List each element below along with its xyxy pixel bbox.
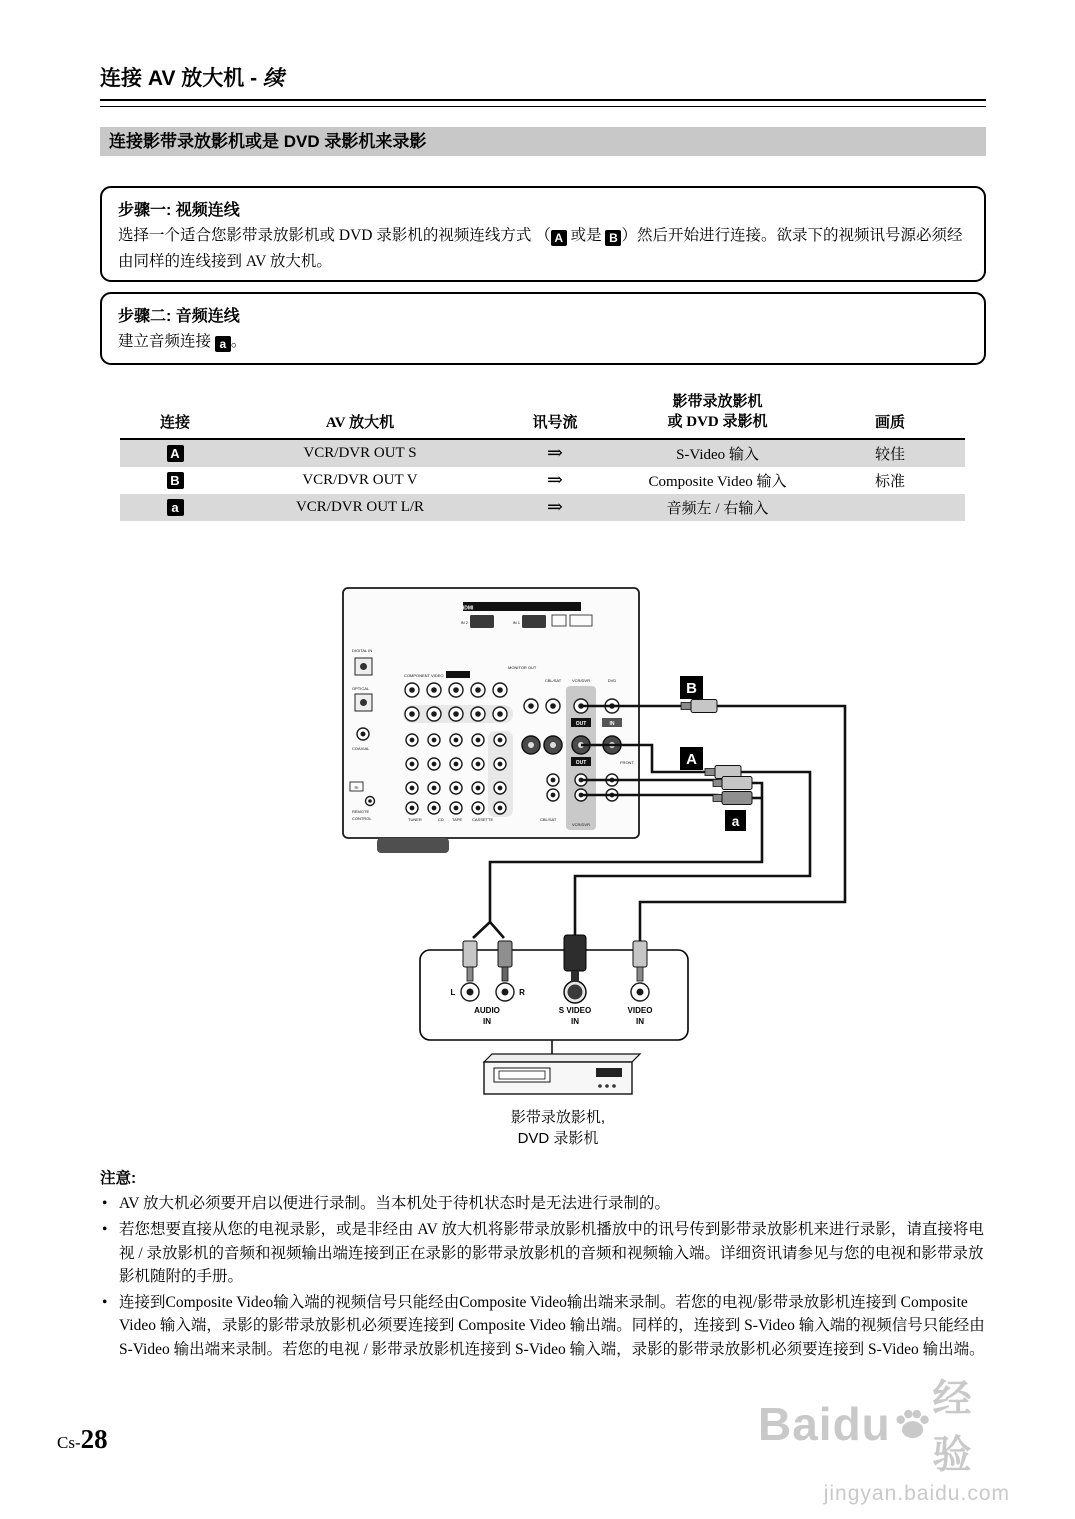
dvd-label: DVD (607, 678, 617, 683)
digital-in-label: DIGITAL IN (352, 648, 373, 653)
notes-list (100, 1192, 986, 1361)
badge-b: B (167, 472, 184, 489)
row-audio-label-cell (120, 499, 230, 516)
hdmi-label: HDMI (460, 605, 474, 612)
page-number (57, 1424, 108, 1455)
row-audio-arrow-icon: ⇒ (547, 497, 563, 518)
note-item: • AV 放大机必须要开启以便进行录制。当本机处于待机状态时是无法进行录制的。 (100, 1192, 986, 1215)
callout-a-label: A (686, 751, 697, 768)
row-b-amp: VCR/DVR OUT V (302, 472, 418, 488)
vcr-dvr-label: VCR/DVR (571, 678, 591, 683)
plug-audio-l-down-icon (463, 941, 477, 967)
cd-label: CD (438, 817, 444, 822)
ri-label: RI (354, 785, 359, 790)
row-a-quality: 较佳 (874, 447, 905, 463)
component-video-label: COMPONENT VIDEO (404, 673, 444, 678)
cable-audio-split (473, 922, 504, 938)
table-row (120, 440, 965, 467)
in-tag: IN (609, 721, 615, 727)
watermark-url: jingyan.baidu.com (823, 1482, 1010, 1505)
row-b-device: Composite Video 输入 (648, 474, 787, 490)
out-tag: OUT (575, 721, 587, 727)
watermark-logo-row (758, 1368, 1010, 1480)
right-channel-label: R (519, 988, 525, 997)
audio-in-label2: IN (483, 1017, 491, 1026)
row-b-arrow-icon: ⇒ (547, 470, 563, 491)
device-caption (511, 1109, 605, 1147)
front-label: FRONT (620, 760, 634, 765)
row-b-quality: 标准 (874, 474, 905, 490)
notes-heading: 注意: (100, 1170, 137, 1187)
connection-diagram (330, 565, 1020, 1155)
s-video-in-label2: IN (571, 1017, 579, 1026)
connection-table (120, 393, 965, 521)
watermark-brand-cn: 经验 (932, 1378, 972, 1477)
step2-text-2: 。 (230, 333, 247, 350)
page-header (100, 62, 986, 107)
plug-audio-r-down-icon (498, 941, 512, 967)
watermark-brand: Baidu (758, 1398, 891, 1450)
plug-audio-l-icon (722, 777, 752, 790)
audio-in-label: AUDIO (474, 1006, 500, 1015)
badge-a: A (551, 230, 567, 246)
plug-audio-r-icon (722, 792, 752, 805)
control-label: CONTROL (352, 816, 372, 821)
step2-heading: 步骤二: 音频连线 (118, 308, 240, 325)
table-row (120, 494, 965, 521)
badge-audio-a: a (167, 499, 184, 516)
callout-b-label: B (686, 680, 697, 697)
left-channel-label: L (450, 988, 456, 997)
remote-label: REMOTE (352, 809, 370, 814)
hdmi-port-icon (470, 615, 494, 628)
cbl-sat-bottom-label: CBL/SAT (540, 817, 557, 822)
col-signal-flow: 讯号流 (532, 415, 578, 431)
badge-b: B (605, 230, 621, 246)
device-caption-line1: 影带录放影机, (510, 1109, 606, 1126)
cassette-label: CASSETTE (472, 817, 494, 822)
row-a-amp: VCR/DVR OUT S (303, 445, 417, 461)
page-title (100, 62, 986, 92)
plug-b-icon (691, 700, 717, 713)
step1-text-1: 选择一个适合您影带录放影机或 DVD 录影机的视频连线方式 （ (118, 227, 551, 244)
hdmi-port-icon (522, 615, 546, 628)
out-tag: OUT (575, 760, 587, 766)
vcr-dvr-bottom-label: VCR/DVR (571, 822, 591, 827)
video-in-label2: IN (636, 1017, 644, 1026)
plug-video-icon (633, 941, 647, 967)
badge-audio-a: a (215, 336, 231, 352)
step2-text-1: 建立音频连接 (118, 333, 215, 350)
step1-text-2: 或是 (566, 227, 606, 244)
row-a-label-cell (120, 445, 230, 462)
input-connector-box (420, 950, 688, 1040)
hdmi-in2-label: IN 2 (460, 620, 468, 625)
hdmi-in1-label: IN 1 (512, 620, 520, 625)
row-b-label-cell (120, 472, 230, 489)
tape-label: TAPE (452, 817, 463, 822)
table-header (120, 393, 965, 440)
page-title-suffix: 续 (262, 67, 284, 90)
col-connect: 连接 (159, 415, 190, 431)
callout-b (680, 676, 703, 699)
plug-s-video-icon (564, 935, 586, 971)
coaxial-label: COAXIAL (352, 746, 370, 751)
s-video-in-label: S VIDEO (558, 1006, 592, 1015)
receiver-back-panel (343, 588, 639, 853)
callout-a (680, 747, 703, 770)
col-device-line2: 或 DVD 录影机 (667, 413, 768, 430)
callout-audio (725, 810, 746, 831)
step2-body (118, 329, 968, 355)
page-number-prefix: Cs- (57, 1433, 81, 1452)
col-amplifier: AV 放大机 (325, 415, 395, 431)
row-audio-amp: VCR/DVR OUT L/R (295, 499, 425, 515)
tuner-label: TUNER (408, 817, 422, 822)
step2-box (100, 292, 986, 365)
step1-box (100, 186, 986, 282)
row-audio-device: 音频左 / 右输入 (666, 501, 769, 517)
baidu-paw-icon (895, 1408, 929, 1440)
col-device-line1: 影带录放影机 (672, 394, 763, 410)
vcr-device (484, 1054, 640, 1094)
notes-section (100, 1166, 986, 1364)
baidu-watermark (758, 1368, 1010, 1506)
display-icon (596, 1068, 622, 1077)
page-number-value: 28 (80, 1424, 108, 1454)
device-caption-line2: DVD 录影机 (517, 1130, 599, 1147)
page-title-text: 连接 AV 放大机 - (100, 67, 263, 90)
cassette-slot-icon (494, 1068, 550, 1082)
optical-label: OPTICAL (352, 686, 370, 691)
row-a-device: S-Video 输入 (676, 447, 759, 463)
row-a-arrow-icon: ⇒ (547, 443, 563, 464)
step1-heading: 步骤一: 视频连线 (118, 202, 240, 219)
table-row (120, 467, 965, 494)
step1-text-3: ）然后开始进行连接。欲录下的视频讯号源必须经由同样的连线接到 AV 放大机。 (118, 227, 963, 270)
video-in-label: VIDEO (627, 1006, 653, 1015)
callout-audio-label: a (731, 814, 740, 829)
note-item: • 若您想要直接从您的电视录影，或是非经由 AV 放大机将影带录放影机播放中的讯号传到影带录放影机来进行录影，请直接将电视 / 录放影机的音频和视频输出端连接到正在录影的影带录放影机的音频和视频输入端。详细资讯请参见与您的电视和影带录放影机随附的手册。 (100, 1218, 986, 1288)
monitor-out-label: MONITOR OUT (508, 665, 537, 670)
section-header: 连接影带录放影机或是 DVD 录影机来录影 (100, 127, 986, 156)
col-device (620, 393, 815, 432)
note-item: • 连接到Composite Video输入端的视频信号只能经由Composite Video输出端来录制。若您的电视/影带录放影机连接到 Composite Video 输入端，录影的影带录放影机必须要连接到 Composite Video 输出端。同样的，连接到 S-Video 输入端的视频信号只能经由 S-Video 输出端来录制。若您的电视 / 影带录放影机连接到 S-Video 输入端，录影的影带录放影机必须要连接到 S-Video 输出端。 (100, 1291, 986, 1361)
receiver-foot (377, 838, 449, 853)
col-quality: 画质 (874, 415, 905, 431)
cbl-sat-label: CBL/SAT (544, 678, 562, 683)
title-divider (100, 99, 986, 107)
badge-a: A (167, 445, 184, 462)
step1-body (118, 223, 968, 274)
